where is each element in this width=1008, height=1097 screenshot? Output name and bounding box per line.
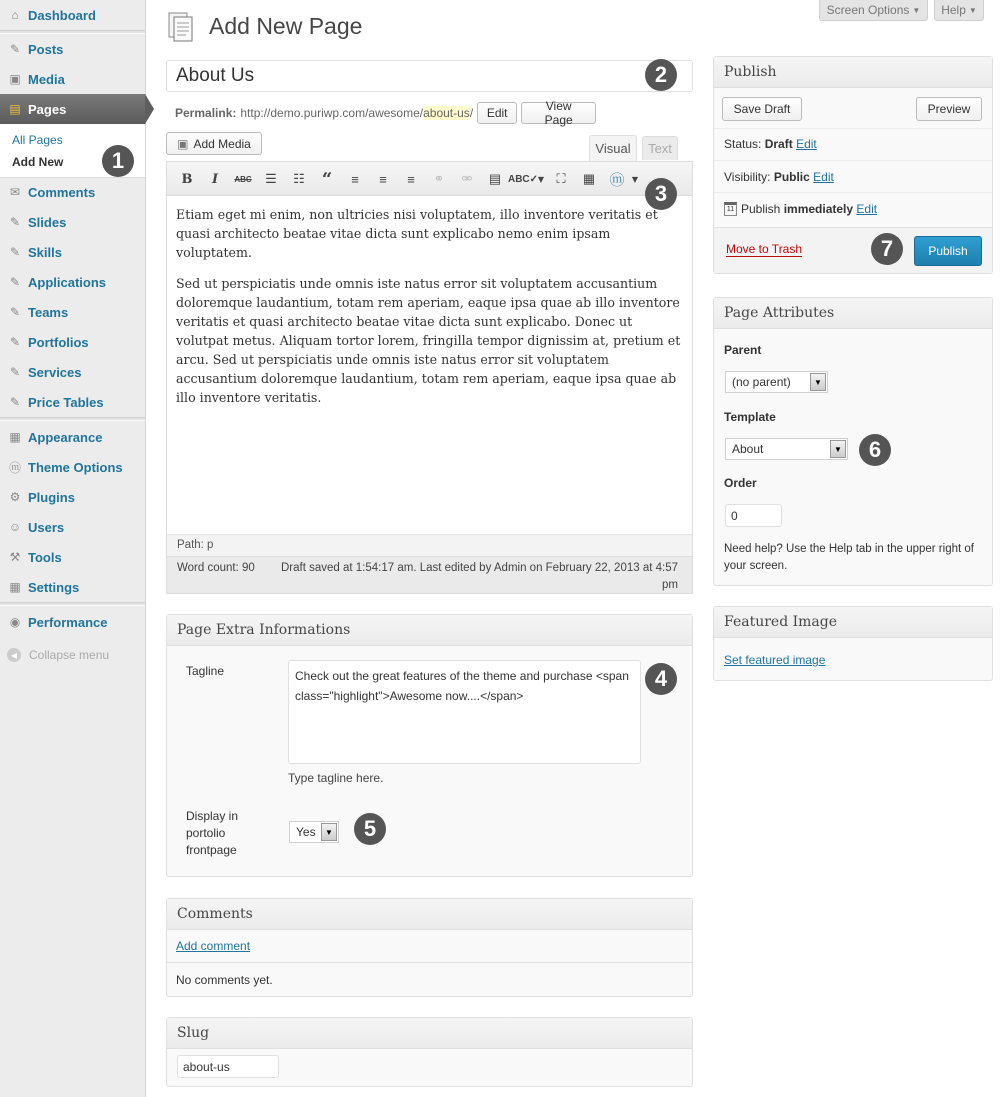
align-left-icon[interactable]: ≡ [351,171,359,187]
publish-label: Publish [741,202,781,216]
menu-portfolios[interactable] [0,327,145,357]
display-value: Yes [296,825,316,839]
publish-divider [714,192,992,193]
publish-date-edit-link[interactable]: Edit [856,202,878,216]
menu-label: Price Tables [28,394,104,410]
draft-status: Draft saved at 1:54:17 am. Last edited by Admin on February 22, 2013 at 4:57 pm [281,562,678,591]
users-icon: ☺ [8,520,22,534]
menu-teams[interactable] [0,297,145,327]
view-page-button[interactable]: View Page [521,102,596,124]
callout-4: 4 [645,663,677,695]
content-paragraph: Sed ut perspiciatis unde omnis iste natus error sit voluptatem accusantium doloremque laudantium, totam rem aperiam, eaque ipsa quae ab illo inventore veritatis et quasi architecto beatae vitae dicta sunt explicabo. Donec ut volutpat metus. Aliquam tortor lorem, fringilla tempor dignissim at, pretium et arcu. Sed ut perspiciatis unde omnis iste natus error sit voluptatem accusantium doloremque laudantium, totam rem aperiam, eaque ipsa quae ab illo inventore veritatis. [176,276,681,405]
parent-label: Parent [724,343,762,357]
menu-applications[interactable] [0,267,145,297]
bullet-list-icon[interactable]: ☰ [265,171,277,186]
status-label: Status: [724,137,762,151]
permalink-base: http://demo.puriwp.com/awesome/ [240,106,424,120]
fullscreen-icon[interactable]: ⛶ [556,171,566,186]
slug-title[interactable]: Slug [167,1018,692,1049]
align-right-icon[interactable]: ≡ [407,171,415,187]
menu-label: Media [28,71,65,87]
submenu-add-new[interactable]: Add New [12,155,64,169]
add-comment-link[interactable]: Add comment [176,939,251,953]
chevron-down-icon: ▼ [830,440,846,458]
featured-image-box [713,606,993,681]
menu-label: Posts [28,41,64,57]
collapse-label: Collapse menu [29,648,110,662]
slug-input[interactable] [177,1055,279,1078]
order-label: Order [724,476,757,490]
pages-icon: ▤ [9,102,21,116]
screen-options-label: Screen Options [826,3,910,17]
chevron-down-icon: ▼ [810,373,826,391]
plugins-icon: ⚙ [9,490,21,504]
page-attributes-box [713,297,993,586]
chevron-down-icon: ▼ [912,5,921,15]
menu-price-tables[interactable] [0,387,145,417]
publish-actions [714,227,992,273]
menu-settings[interactable] [0,572,145,602]
spellcheck-dropdown-icon[interactable]: ▼ [537,174,545,184]
status-row [724,137,817,151]
performance-icon: ◉ [9,615,21,629]
pin-icon: ✎ [9,42,21,56]
help-label: Help [941,3,966,17]
callout-2: 2 [645,59,677,91]
preview-button[interactable]: Preview [916,97,982,121]
tab-text[interactable]: Text [642,136,678,160]
tagline-hint: Type tagline here. [288,771,384,785]
menu-plugins[interactable] [0,482,145,512]
menu-performance[interactable] [0,607,145,637]
set-featured-image-link[interactable]: Set featured image [724,653,826,667]
current-arrow [145,94,154,124]
menu-services[interactable] [0,357,145,387]
publish-title[interactable]: Publish [714,57,992,88]
collapse-arrow-icon: ◀ [7,648,21,662]
spellcheck-icon[interactable]: ABC✓ [507,173,539,185]
parent-value: (no parent) [732,375,791,389]
menu-tools[interactable] [0,542,145,572]
menu-label: Appearance [28,429,103,445]
chevron-down-icon: ▼ [968,5,977,15]
blockquote-icon[interactable]: “ [321,168,333,190]
editor-path: Path: p [167,534,692,556]
menu-label: Slides [28,214,67,230]
no-comments-text: No comments yet. [176,973,273,987]
tools-icon: ⚒ [9,550,21,564]
add-media-button[interactable] [166,132,262,155]
menu-label: Portfolios [28,334,89,350]
pin-icon: ✎ [9,215,21,229]
media-icon: ▣ [9,72,21,86]
permalink-trailing: / [469,106,474,120]
menu-label: Services [28,364,82,380]
visibility-row [724,170,834,184]
menu-label: Users [28,519,65,535]
calendar-icon: 11 [724,202,737,216]
pin-icon: ✎ [9,395,21,409]
pin-icon: ✎ [9,275,21,289]
shortcode-icon[interactable]: ⓜ [609,171,625,189]
permalink-label: Permalink: [175,106,237,120]
menu-label: Tools [28,549,62,565]
kitchen-sink-icon[interactable]: ▦ [582,171,596,186]
appearance-icon: ▦ [9,430,21,444]
publish-date-row [724,202,877,216]
publish-divider [714,128,992,129]
permalink-slug[interactable]: about-us [423,106,470,120]
tagline-label: Tagline [186,664,225,678]
pin-icon: ✎ [9,335,21,349]
add-media-icon: ▣ [177,136,189,151]
menu-appearance[interactable] [0,422,145,452]
callout-7: 7 [871,233,903,265]
italic-icon[interactable]: I [211,171,219,187]
content-paragraph: Etiam eget mi enim, non ultricies nisi voluptatem, illo inventore veritatis et quasi architecto beatae vitae dicta sunt explicabo nemo enim ipsam voluptatem. [176,207,658,260]
settings-icon: ▦ [9,580,21,594]
menu-separator [0,417,145,421]
comments-icon: ✉ [9,185,21,199]
slug-box [166,1017,693,1087]
page-attributes-title[interactable]: Page Attributes [714,298,992,329]
menu-pages[interactable] [0,94,145,124]
menu-label: Comments [28,184,96,200]
add-comment-row [167,930,692,963]
page-icon [168,12,196,44]
menu-label: Skills [28,244,62,260]
order-input[interactable] [725,504,782,527]
attributes-help-text: Need help? Use the Help tab in the upper right of your screen. [724,543,974,572]
theme-options-icon: ⓜ [8,460,21,475]
menu-theme-options[interactable] [0,452,145,482]
strikethrough-icon[interactable]: ABC [234,174,252,184]
permalink-edit-button[interactable]: Edit [477,102,517,124]
visibility-edit-link[interactable]: Edit [813,170,834,184]
menu-label: Plugins [28,489,75,505]
collapse-menu[interactable] [7,648,109,662]
link-icon[interactable]: ⚭ [433,171,445,187]
pin-icon: ✎ [9,245,21,259]
help-button[interactable] [934,0,984,21]
editor-content[interactable] [176,205,682,419]
callout-6: 6 [859,434,891,466]
menu-label: Theme Options [28,459,123,475]
status-value: Draft [764,137,793,151]
numbered-list-icon[interactable]: ☷ [293,171,305,186]
menu-posts[interactable] [0,34,145,64]
publish-divider [714,160,992,161]
pin-icon: ✎ [9,305,21,319]
content-editor [166,161,693,594]
template-select[interactable] [725,438,848,460]
align-center-icon[interactable]: ≡ [379,171,387,187]
featured-image-title[interactable]: Featured Image [714,607,992,638]
tab-visual[interactable]: Visual [589,135,637,161]
callout-1: 1 [102,145,134,177]
template-label: Template [724,410,776,424]
unlink-icon[interactable]: ⚮ [461,171,473,187]
publish-button[interactable]: Publish [914,236,982,266]
page-title: Add New Page [209,13,363,39]
shortcode-dropdown-icon[interactable]: ▼ [631,174,639,184]
menu-media[interactable] [0,64,145,94]
extra-info-box [166,614,693,877]
menu-label: Applications [28,274,107,290]
visibility-value: Public [773,170,810,184]
dashboard-icon: ⌂ [11,8,19,22]
tagline-textarea[interactable]: Check out the great features of the theme and purchase <span class="highlight">Awesome now....</span> [288,660,641,764]
more-tag-icon[interactable]: ▤ [488,171,502,186]
move-to-trash-link[interactable]: Move to Trash [726,242,803,256]
menu-label: Performance [28,614,108,630]
save-draft-button[interactable]: Save Draft [722,97,802,121]
menu-label: Settings [28,579,80,595]
callout-5: 5 [354,813,386,845]
menu-dashboard[interactable] [0,0,145,30]
publish-box [713,56,993,274]
extra-info-title[interactable]: Page Extra Informations [167,615,692,646]
display-select[interactable] [289,821,339,843]
post-title-input[interactable] [166,60,693,92]
menu-label: Teams [28,304,69,320]
comments-title[interactable]: Comments [167,899,692,930]
display-label: Display in portolio frontpage [186,809,239,857]
publish-value: immediately [783,202,854,216]
menu-label: Dashboard [28,7,96,23]
menu-users[interactable] [0,512,145,542]
chevron-down-icon: ▼ [321,823,337,841]
permalink-row [175,99,596,127]
callout-3: 3 [645,178,677,210]
add-media-label: Add Media [193,136,251,151]
editor-toolbar [167,162,692,196]
visibility-label: Visibility: [724,170,771,184]
screen-options-button[interactable] [819,0,928,21]
menu-slides[interactable] [0,207,145,237]
bold-icon[interactable]: B [181,171,193,187]
menu-label: Pages [28,101,67,117]
menu-comments[interactable] [0,177,145,207]
status-edit-link[interactable]: Edit [796,137,817,151]
pin-icon: ✎ [9,365,21,379]
parent-select[interactable] [725,371,828,393]
comments-box [166,898,693,997]
menu-separator [0,602,145,606]
editor-status-bar [167,556,692,593]
submenu-all-pages[interactable]: All Pages [12,133,63,147]
menu-skills[interactable] [0,237,145,267]
word-count: Word count: 90 [177,562,255,574]
template-value: About [732,442,764,456]
